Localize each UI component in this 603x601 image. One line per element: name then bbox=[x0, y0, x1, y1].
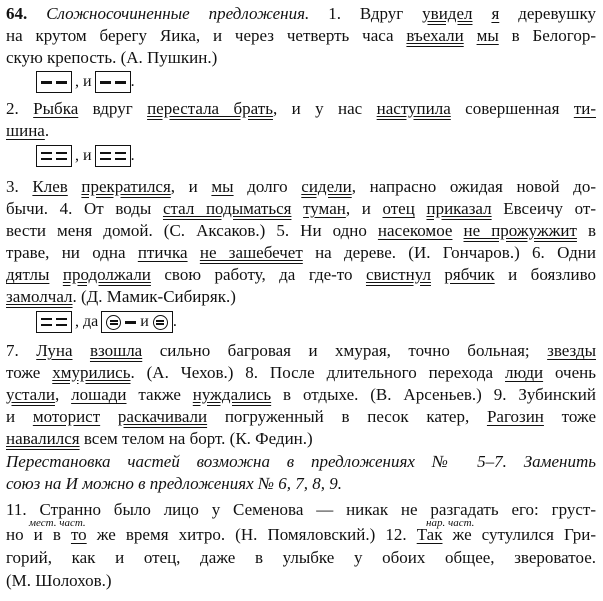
text-fragment: , напрасно ожидая новой до- bbox=[351, 177, 596, 196]
subject: отец bbox=[382, 199, 415, 218]
predicate: перестала брать bbox=[147, 99, 273, 118]
scheme-3 bbox=[36, 309, 177, 335]
scheme-conjunction: , и bbox=[75, 73, 92, 90]
text-line-9 bbox=[6, 242, 596, 264]
scheme-conjunction: , да bbox=[75, 313, 99, 330]
scheme-1 bbox=[36, 69, 135, 95]
text-fragment: 3. bbox=[6, 177, 33, 196]
predicate: не прожужжит bbox=[463, 221, 577, 240]
subject: Рыбка bbox=[33, 99, 79, 118]
text-line-20 bbox=[6, 524, 596, 546]
text-fragment: 7. bbox=[6, 341, 37, 360]
text-fragment: в отдыхе. (В. Арсеньев.) 9. Зубинский bbox=[271, 385, 597, 404]
clause-box bbox=[95, 71, 131, 93]
text-line-7 bbox=[6, 198, 596, 220]
subject: звезды bbox=[547, 341, 597, 360]
text-fragment: всем телом на борт. (К. Федин.) bbox=[79, 429, 313, 448]
text-line-22: (М. Шолохов.) bbox=[6, 571, 112, 590]
scheme-conjunction: и bbox=[140, 313, 149, 330]
subject: моторист bbox=[32, 407, 101, 426]
subject: птичка bbox=[137, 243, 188, 262]
predicate: увидел bbox=[422, 4, 473, 23]
subject: туман bbox=[303, 199, 346, 218]
subject: Луна bbox=[36, 341, 73, 360]
text-line-11 bbox=[6, 286, 236, 308]
text-line-16 bbox=[6, 428, 313, 450]
text-line-15 bbox=[6, 406, 596, 428]
text-fragment: , bbox=[54, 385, 72, 404]
subject: Клев bbox=[32, 177, 68, 196]
particle: то bbox=[70, 525, 87, 544]
text-fragment: . (А. Чехов.) 8. После длительного перехода bbox=[130, 363, 506, 382]
text-fragment: в Белогор- bbox=[498, 26, 596, 45]
subject: дятлы bbox=[6, 265, 50, 284]
exercise-number: 64. bbox=[6, 4, 28, 23]
predicate: раскачивали bbox=[117, 407, 208, 426]
subject: шина bbox=[6, 121, 45, 140]
predicate: приказал bbox=[426, 199, 492, 218]
text-fragment: и боязливо bbox=[494, 265, 597, 284]
subject: Рагозин bbox=[486, 407, 544, 426]
text-fragment: погруженный в песок катер, bbox=[207, 407, 487, 426]
subject: люди bbox=[505, 363, 544, 382]
text-line-12 bbox=[6, 340, 596, 362]
text-fragment: тоже bbox=[6, 363, 53, 382]
text-fragment: же время хитро. (Н. Помяловский.) 12. bbox=[86, 525, 417, 544]
scheme-end: . bbox=[172, 313, 177, 330]
text-fragment: очень bbox=[543, 363, 596, 382]
text-line-3: скую крепость. (А. Пушкин.) bbox=[6, 48, 218, 67]
subject: рябчик bbox=[444, 265, 495, 284]
clause-box-homogeneous bbox=[101, 311, 173, 333]
predicate: навалился bbox=[6, 429, 80, 448]
subject: ти- bbox=[573, 99, 597, 118]
subject: лошади bbox=[71, 385, 127, 404]
scheme-end: . bbox=[130, 147, 135, 164]
text-fragment: , и bbox=[345, 199, 383, 218]
text-fragment: вести меня домой. (С. Аксаков.) 5. Ни одно bbox=[6, 221, 378, 240]
text-fragment: . bbox=[44, 121, 50, 140]
subject: насекомое bbox=[377, 221, 453, 240]
homogeneous-member-icon bbox=[106, 315, 121, 330]
text-fragment: бычи. 4. От воды bbox=[6, 199, 163, 218]
text-fragment: же сутулился Гри- bbox=[442, 525, 596, 544]
predicate: прекратился bbox=[81, 177, 171, 196]
annotation-particle: мест. част. bbox=[29, 517, 86, 529]
text-fragment: вдруг bbox=[78, 99, 148, 118]
predicate: устали bbox=[6, 385, 55, 404]
subject: мы bbox=[211, 177, 234, 196]
text-fragment: Евсеичу от- bbox=[491, 199, 597, 218]
text-line-10 bbox=[6, 264, 596, 286]
text-fragment: сильно багровая и хмурая, точно больная; bbox=[142, 341, 548, 360]
text-line-8 bbox=[6, 220, 596, 242]
text-fragment: свою работу, да где-то bbox=[150, 265, 366, 284]
text-fragment: тоже bbox=[543, 407, 596, 426]
clause-box bbox=[36, 71, 72, 93]
text-line-2 bbox=[6, 25, 596, 47]
predicate: замолчал bbox=[6, 287, 73, 306]
clause-box bbox=[36, 311, 72, 333]
particle: Так bbox=[416, 525, 443, 544]
scheme-2 bbox=[36, 143, 135, 169]
text-fragment: в bbox=[576, 221, 597, 240]
predicate: наступила bbox=[376, 99, 451, 118]
text-fragment: , и bbox=[170, 177, 212, 196]
text-fragment: 1. Вдруг bbox=[328, 4, 423, 23]
text-line-13 bbox=[6, 362, 596, 384]
subject: мы bbox=[476, 26, 499, 45]
text-fragment: деревушку bbox=[518, 4, 597, 23]
clause-box bbox=[36, 145, 72, 167]
scheme-conjunction: , и bbox=[75, 147, 92, 164]
text-line-4 bbox=[6, 98, 596, 120]
predicate: стал подыматься bbox=[162, 199, 292, 218]
predicate: сидели bbox=[301, 177, 352, 196]
answer-line-1: Перестановка частей возможна в предложениях № 5–7. Заменить bbox=[6, 452, 596, 471]
annotation-particle: нар. част. bbox=[426, 517, 475, 529]
homogeneous-member-icon bbox=[153, 315, 168, 330]
exercise-title: Сложносочиненные предложения. bbox=[46, 4, 310, 23]
subject: я bbox=[491, 4, 500, 23]
predicate: нуждались bbox=[192, 385, 272, 404]
text-fragment: долго bbox=[233, 177, 302, 196]
text-line-21: горий, как и отец, даже в улыбке у обоих общее, звероватое. bbox=[6, 548, 596, 567]
text-fragment: на крутом берегу Яика, и через четверть часа bbox=[6, 26, 407, 45]
text-fragment: также bbox=[126, 385, 193, 404]
text-line-19: 11. Странно было лицо у Семенова — никак не разгадать его: груст- bbox=[6, 500, 596, 519]
scheme-end: . bbox=[130, 73, 135, 90]
text-fragment: 2. bbox=[6, 99, 34, 118]
predicate: хмурились bbox=[52, 363, 131, 382]
predicate: свистнул bbox=[365, 265, 431, 284]
predicate: продолжали bbox=[62, 265, 151, 284]
text-line-14 bbox=[6, 384, 596, 406]
predicate: взошла bbox=[89, 341, 143, 360]
text-fragment: . (Д. Мамик-Сибиряк.) bbox=[72, 287, 236, 306]
text-line-6 bbox=[6, 176, 596, 198]
text-fragment: на дереве. (И. Гончаров.) 6. Одни bbox=[302, 243, 597, 262]
text-fragment: и bbox=[6, 407, 33, 426]
text-fragment: , и у нас bbox=[272, 99, 377, 118]
text-fragment: но и в bbox=[6, 525, 71, 544]
text-fragment: совершенная bbox=[450, 99, 574, 118]
predicate: не зашебечет bbox=[199, 243, 303, 262]
clause-box bbox=[95, 145, 131, 167]
text-fragment: траве, ни одна bbox=[6, 243, 138, 262]
text-line-5 bbox=[6, 120, 49, 142]
answer-line-2: союз на И можно в предложениях № 6, 7, 8, 9. bbox=[6, 474, 342, 493]
predicate: въехали bbox=[406, 26, 464, 45]
text-line-1 bbox=[6, 3, 596, 25]
